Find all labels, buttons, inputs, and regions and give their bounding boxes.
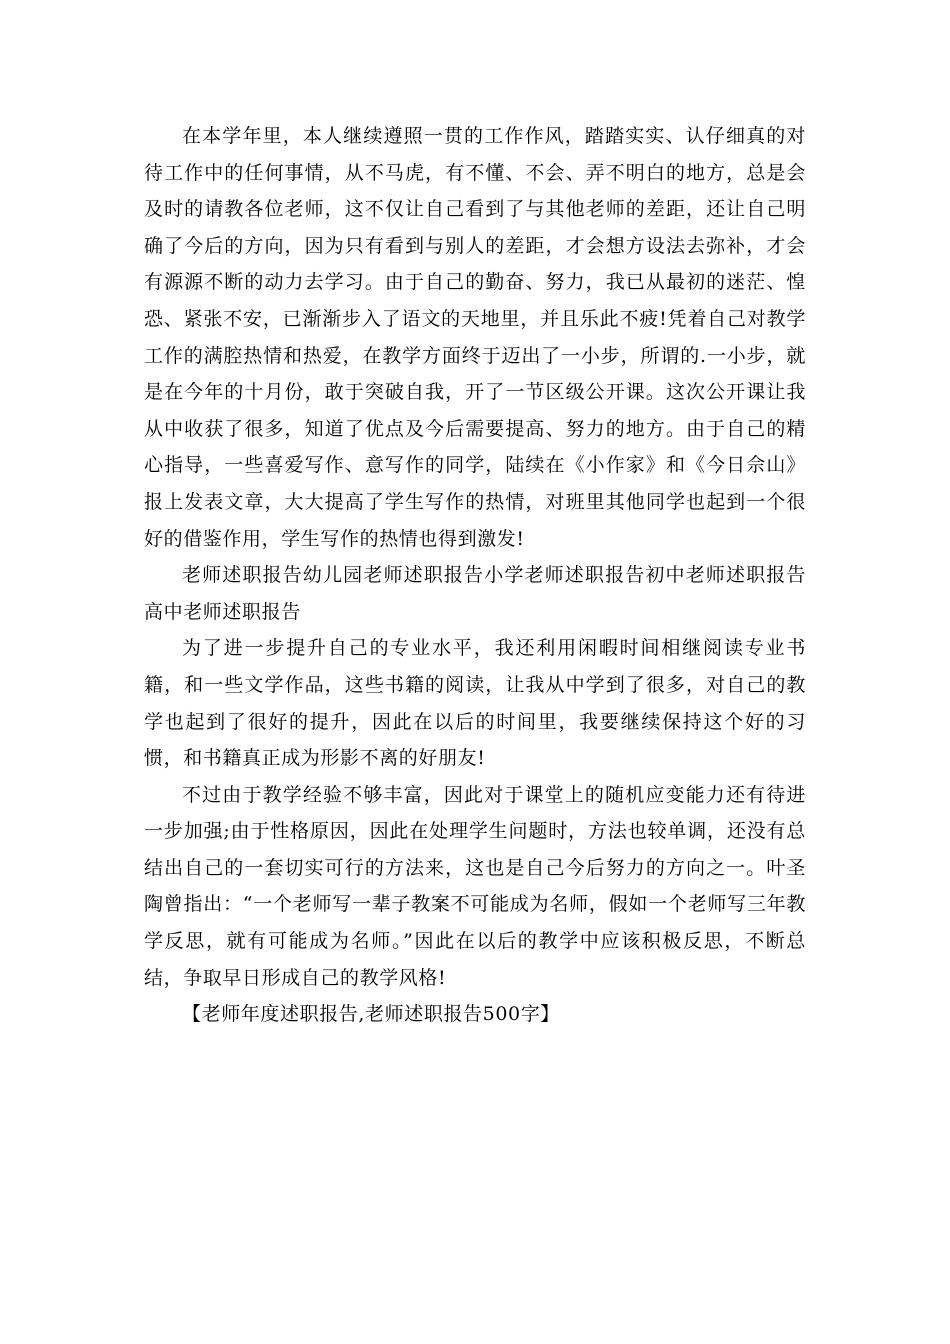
paragraph-professional-reading: 为了进一步提升自己的专业水平，我还利用闲暇时间相继阅读专业书籍，和一些文学作品，这些书籍的阅读，让我从中学到了很多，对自己的教学也起到了很好的提升，因此在以后的时间里，我要继续保持这个好的习惯，和书籍真正成为形影不离的好朋友! [144, 637, 806, 770]
document-footer-title: 【老师年度述职报告,老师述职报告500字】 [182, 1003, 560, 1026]
paragraph-related-links: 老师述职报告幼儿园老师述职报告小学老师述职报告初中老师述职报告高中老师述职报告 [144, 564, 806, 623]
document-body [144, 118, 806, 1033]
paragraph-shortcomings: 不过由于教学经验不够丰富，因此对于课堂上的随机应变能力还有待进一步加强;由于性格原因，因此在处理学生问题时，方法也较单调，还没有总结出自己的一套切实可行的方法来，这也是自己今后努力的方向之一。叶圣陶曾指出：“一个老师写一辈子教案不可能成为名师，假如一个老师写三年教学反思，就有可能成为名师。”因此在以后的教学中应该积极反思，不断总结，争取早日形成自己的教学风格! [144, 783, 806, 989]
paragraph-teaching-work: 在本学年里，本人继续遵照一贯的工作作风，踏踏实实、认仔细真的对待工作中的任何事情，从不马虎，有不懂、不会、弄不明白的地方，总是会及时的请教各位老师，这不仅让自己看到了与其他老师的差距，还让自己明确了今后的方向，因为只有看到与别人的差距，才会想方设法去弥补，才会有源源不断的动力去学习。由于自己的勤奋、努力，我已从最初的迷茫、惶恐、紧张不安，已渐渐步入了语文的天地里，并且乐此不疲!凭着自己对教学工作的满腔热情和热爱，在教学方面终于迈出了一小步，所谓的.一小步，就是在今年的十月份，敢于突破自我，开了一节区级公开课。这次公开课让我从中收获了很多，知道了优点及今后需要提高、努力的地方。由于自己的精心指导，一些喜爱写作、意写作的同学，陆续在《小作家》和《今日佘山》报上发表文章，大大提高了学生写作的热情，对班里其他同学也起到一个很好的借鉴作用，学生写作的热情也得到激发! [144, 125, 806, 550]
